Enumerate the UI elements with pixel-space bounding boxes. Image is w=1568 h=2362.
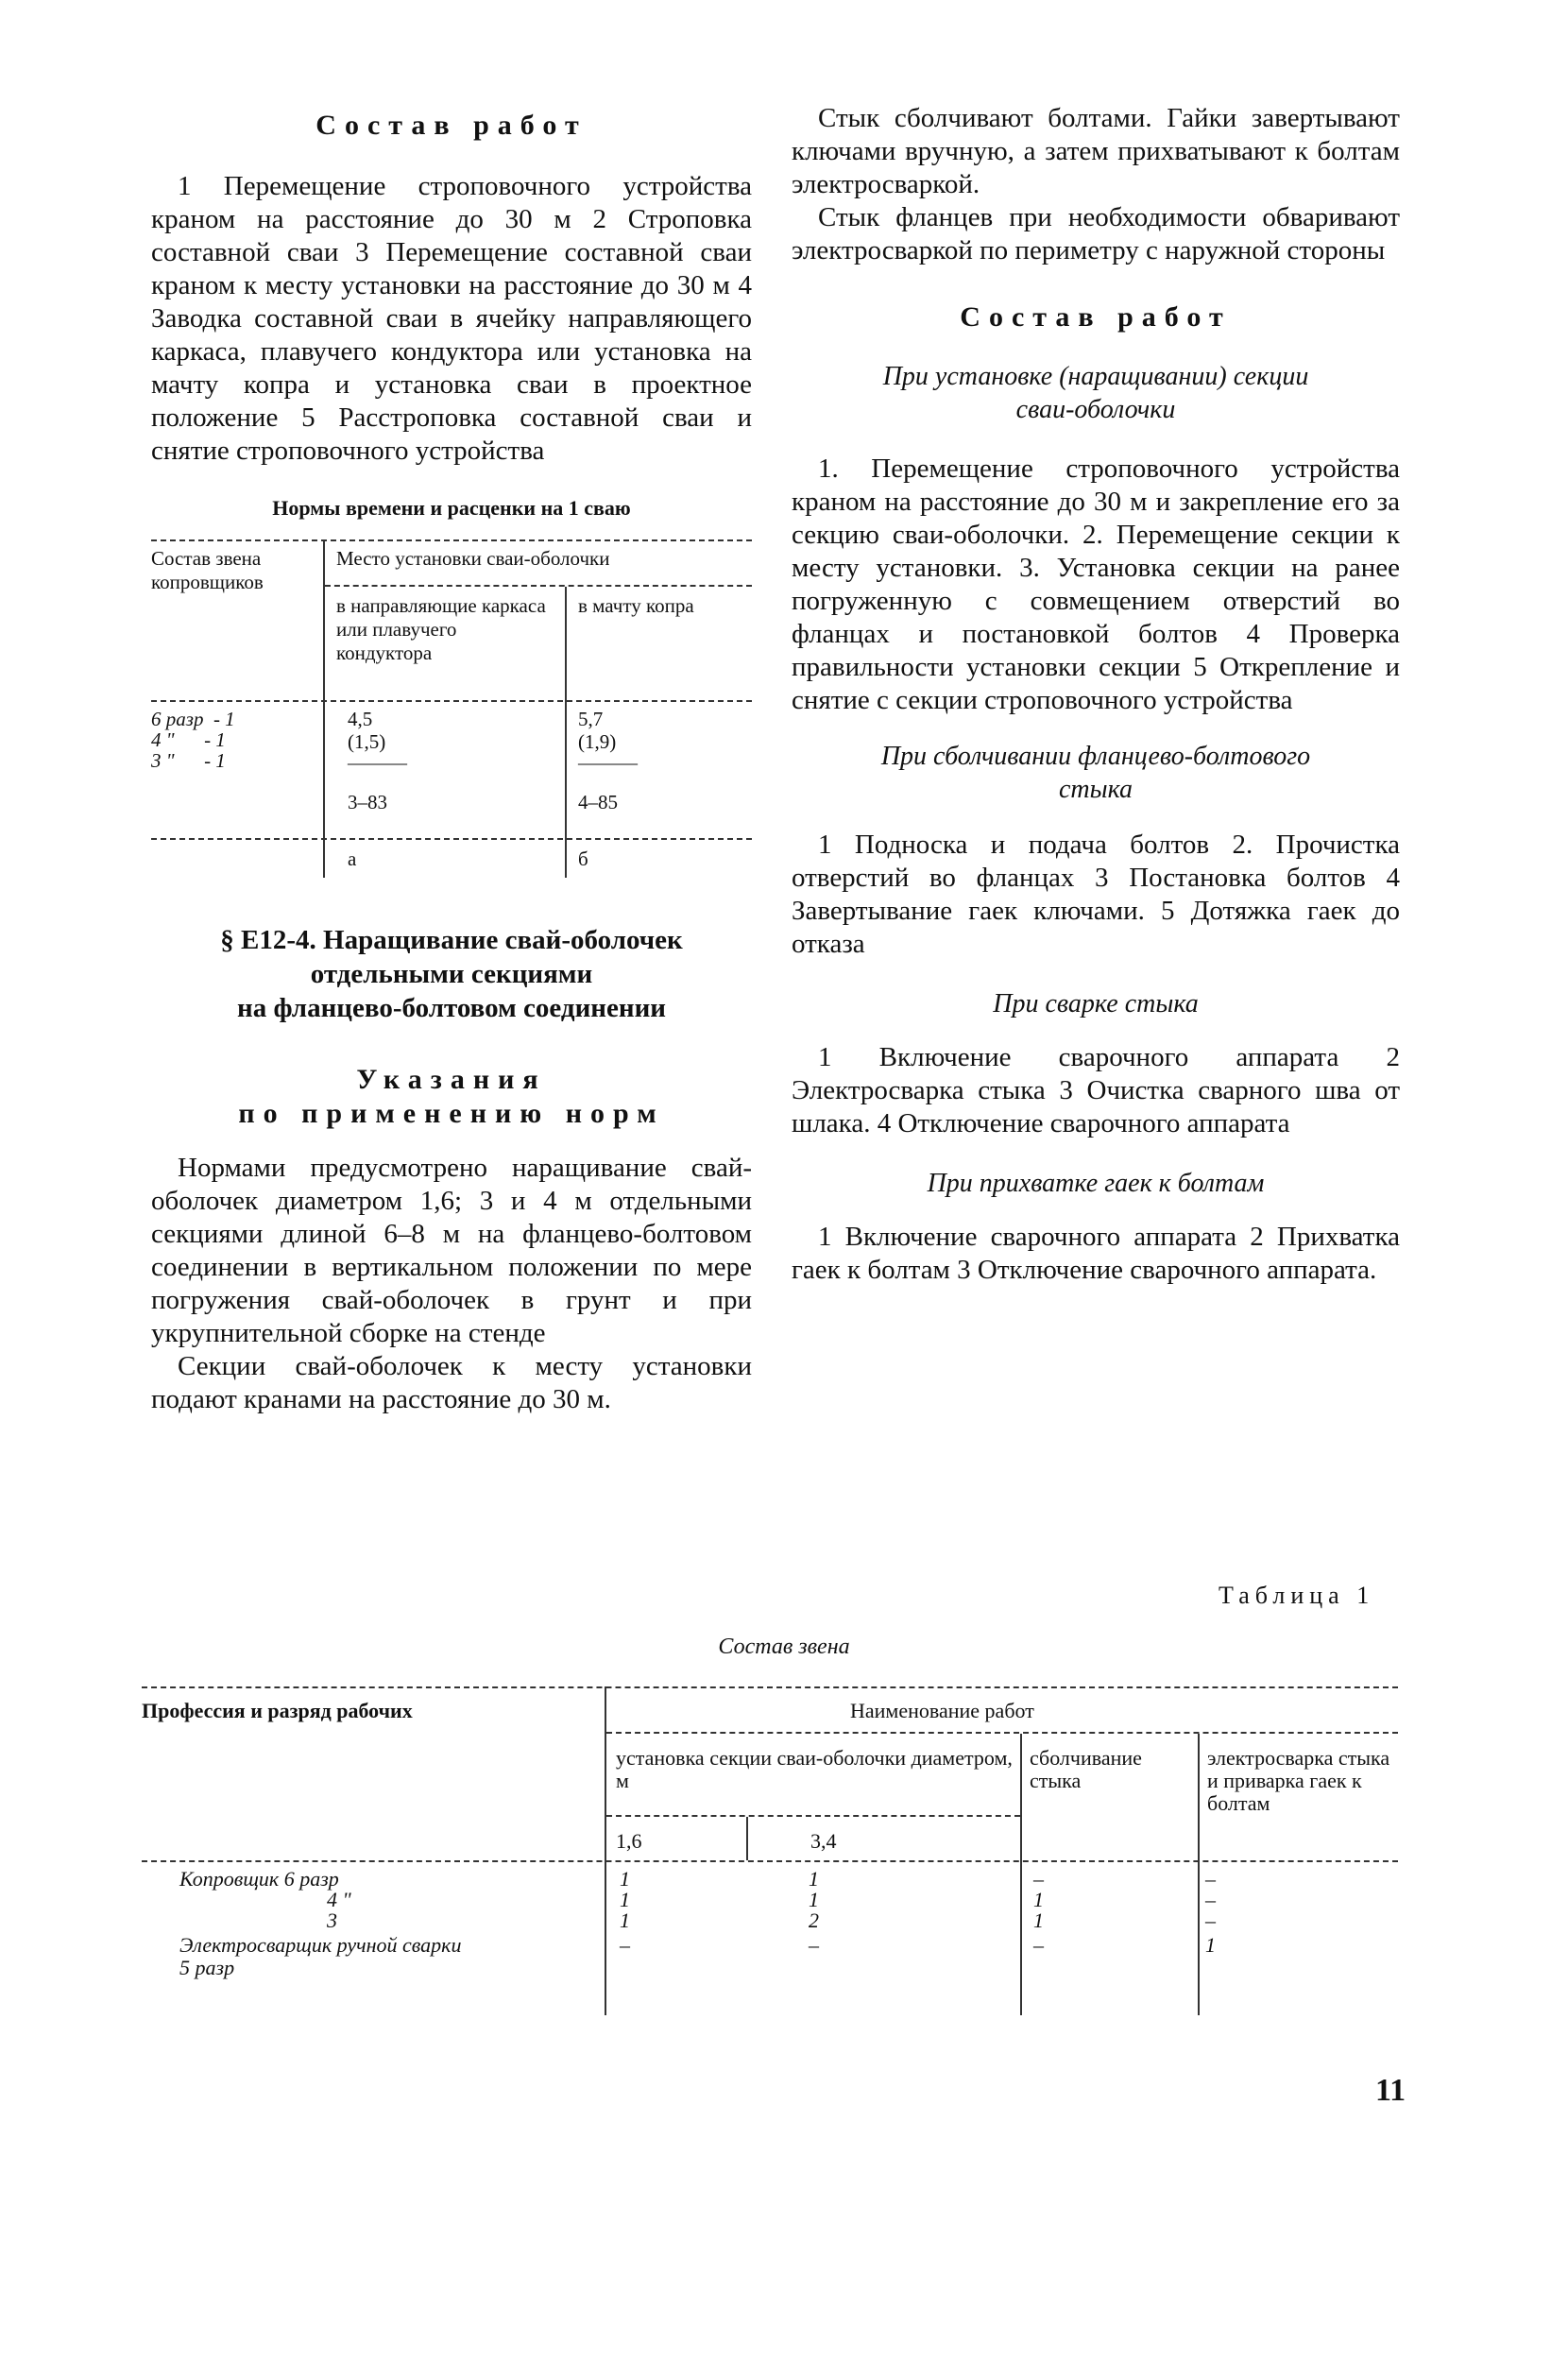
header-group: Место установки сваи-оболочки — [336, 547, 610, 570]
cell-value: – — [809, 1933, 819, 1957]
table-divider — [605, 1686, 606, 2015]
norm-dash: ——— — [348, 751, 407, 774]
cell-value: 2 — [809, 1908, 819, 1932]
column-letter: а — [348, 847, 357, 870]
cell-value: 1 — [1033, 1888, 1044, 1911]
page-number: 11 — [1375, 2073, 1406, 2108]
price-value: 3–83 — [348, 791, 387, 813]
norm-dash: ——— — [578, 751, 638, 774]
subheading: При прихватке гаек к болтам — [927, 1169, 1265, 1198]
norm-value: 5,7 — [578, 708, 604, 730]
header-diameter: 3,4 — [810, 1829, 837, 1853]
profession-label: 5 разр — [179, 1956, 235, 1979]
header-diameter: 1,6 — [616, 1829, 642, 1853]
right-column — [792, 102, 1400, 1287]
header-bolting: сболчивание стыка — [1030, 1746, 1142, 1792]
column-letter: б — [578, 847, 588, 870]
header-guides: в направляющие каркаса или плавучего кондуктора — [336, 594, 546, 664]
table-rule — [151, 700, 752, 702]
table-rule — [151, 838, 752, 840]
heading-sostav-rabot: Состав работ — [960, 301, 1232, 333]
table-divider — [323, 539, 325, 878]
header-crew: Состав звена копровщиков — [151, 547, 264, 593]
subheading: При сболчивании фланцево-болтового стыка — [880, 742, 1311, 804]
paragraph: Стык фланцев при необходимости обваривают электросваркой по периметру с наружной стороны — [792, 202, 1400, 265]
header-profession: Профессия и разряд рабочих — [142, 1699, 413, 1722]
cell-value: – — [1033, 1933, 1044, 1957]
cell-value: – — [620, 1933, 630, 1957]
paragraph: 1. Перемещение строповочного устройства краном на расстояние до 30 м и закрепление его за секцию сваи-оболочки. 2. Перемещение секции к месту установки. 3. Установка секции на ранее погруженную с совмещением отверстий во фланцах и постановкой болтов 4 Проверка правильности установки секции 5 Открепление и снятие с секции строповочного устройства — [792, 454, 1400, 715]
subheading: При сварке стыка — [993, 989, 1199, 1018]
table-rule — [142, 1686, 1398, 1688]
paragraph: Стык сболчивают болтами. Гайки завертывают ключами вручную, а затем прихватывают к болтам электросваркой. — [792, 103, 1400, 199]
norm-paren: (1,5) — [348, 730, 386, 753]
table-divider — [1020, 1734, 1022, 2015]
cell-value: 1 — [809, 1888, 819, 1911]
profession-label: 3 — [327, 1908, 337, 1932]
paragraph: 1 Включение сварочного аппарата 2 Электросварка стыка 3 Очистка сварного шва от шлака. 4 Отключение сварочного аппарата — [792, 1042, 1400, 1138]
heading-instructions: Указания по применению норм — [238, 1064, 665, 1129]
table-caption: Состав звена — [718, 1635, 850, 1659]
profession-label: Электросварщик ручной сварки — [179, 1933, 462, 1957]
table-rule — [142, 1860, 1398, 1862]
paragraph: Нормами предусмотрено наращивание свай-оболочек диаметром 1,6; 3 и 4 м отдельными секциями длиной 6–8 м на фланцево-болтовом соединении в вертикальном положении по мере погружения свай-оболочек в грунт и при укрупнительной сборке на стенде — [151, 1153, 752, 1348]
header-install: установка секции сваи-оболочки диаметром, м — [616, 1746, 1013, 1792]
section-title: § Е12-4. Наращивание свай-оболочек отдельными секциями на фланцево-болтовом соединении — [220, 925, 683, 1023]
header-welding: электросварка стыка и приварка гаек к болтам — [1207, 1746, 1390, 1815]
table-number: Таблица 1 — [1219, 1582, 1375, 1609]
profession-label: Копровщик 6 разр — [179, 1867, 339, 1891]
cell-value: 1 — [1205, 1933, 1216, 1957]
crew-row: 4 " - 1 — [151, 728, 226, 751]
norm-value: 4,5 — [348, 708, 373, 730]
price-value: 4–85 — [578, 791, 618, 813]
heading-sostav-rabot: Состав работ — [315, 110, 588, 141]
paragraph: 1 Перемещение строповочного устройства краном на расстояние до 30 м 2 Строповка составной сваи 3 Перемещение составной сваи краном к месту установки на расстояние до 30 м 4 Заводка составной сваи в ячейку направляющего каркаса, плавучего кондуктора или установка на мачту копра и установка сваи в проектное положение 5 Расстроповка составной сваи и снятие строповочного устройства — [151, 171, 752, 466]
table-rule — [606, 1732, 1398, 1734]
table-rule — [606, 1815, 1020, 1817]
paragraph: 1 Включение сварочного аппарата 2 Прихватка гаек к болтам 3 Отключение сварочного аппарата. — [792, 1222, 1400, 1285]
norms-caption: Нормы времени и расценки на 1 сваю — [272, 496, 631, 520]
cell-value: 1 — [809, 1867, 819, 1891]
table-rule — [151, 539, 752, 541]
profession-label: 4 " — [327, 1888, 351, 1911]
norm-paren: (1,9) — [578, 730, 617, 753]
crew-row: 3 " - 1 — [151, 749, 226, 772]
table-rule — [325, 585, 752, 587]
cell-value: – — [1205, 1908, 1216, 1932]
cell-value: 1 — [1033, 1908, 1044, 1932]
norms-table — [151, 534, 752, 881]
crew-row: 6 разр - 1 — [151, 708, 235, 730]
cell-value: 1 — [620, 1908, 630, 1932]
paragraph: Секции свай-оболочек к месту установки подают кранами на расстояние до 30 м. — [151, 1351, 752, 1414]
crew-table — [142, 1686, 1398, 2027]
cell-value: – — [1205, 1867, 1216, 1891]
table-divider — [1198, 1734, 1200, 2015]
cell-value: – — [1205, 1888, 1216, 1911]
table-divider — [746, 1817, 748, 1860]
table-divider — [565, 587, 567, 878]
left-column — [151, 102, 752, 1416]
cell-value: – — [1033, 1867, 1044, 1891]
header-group: Наименование работ — [850, 1699, 1034, 1722]
subheading: При установке (наращивании) секции сваи-оболочки — [882, 362, 1309, 424]
cell-value: 1 — [620, 1888, 630, 1911]
cell-value: 1 — [620, 1867, 630, 1891]
paragraph: 1 Подноска и подача болтов 2. Прочистка отверстий во фланцах 3 Постановка болтов 4 Завертывание гаек ключами. 5 Дотяжка гаек до отказа — [792, 830, 1400, 959]
header-mast: в мачту копра — [578, 594, 694, 617]
